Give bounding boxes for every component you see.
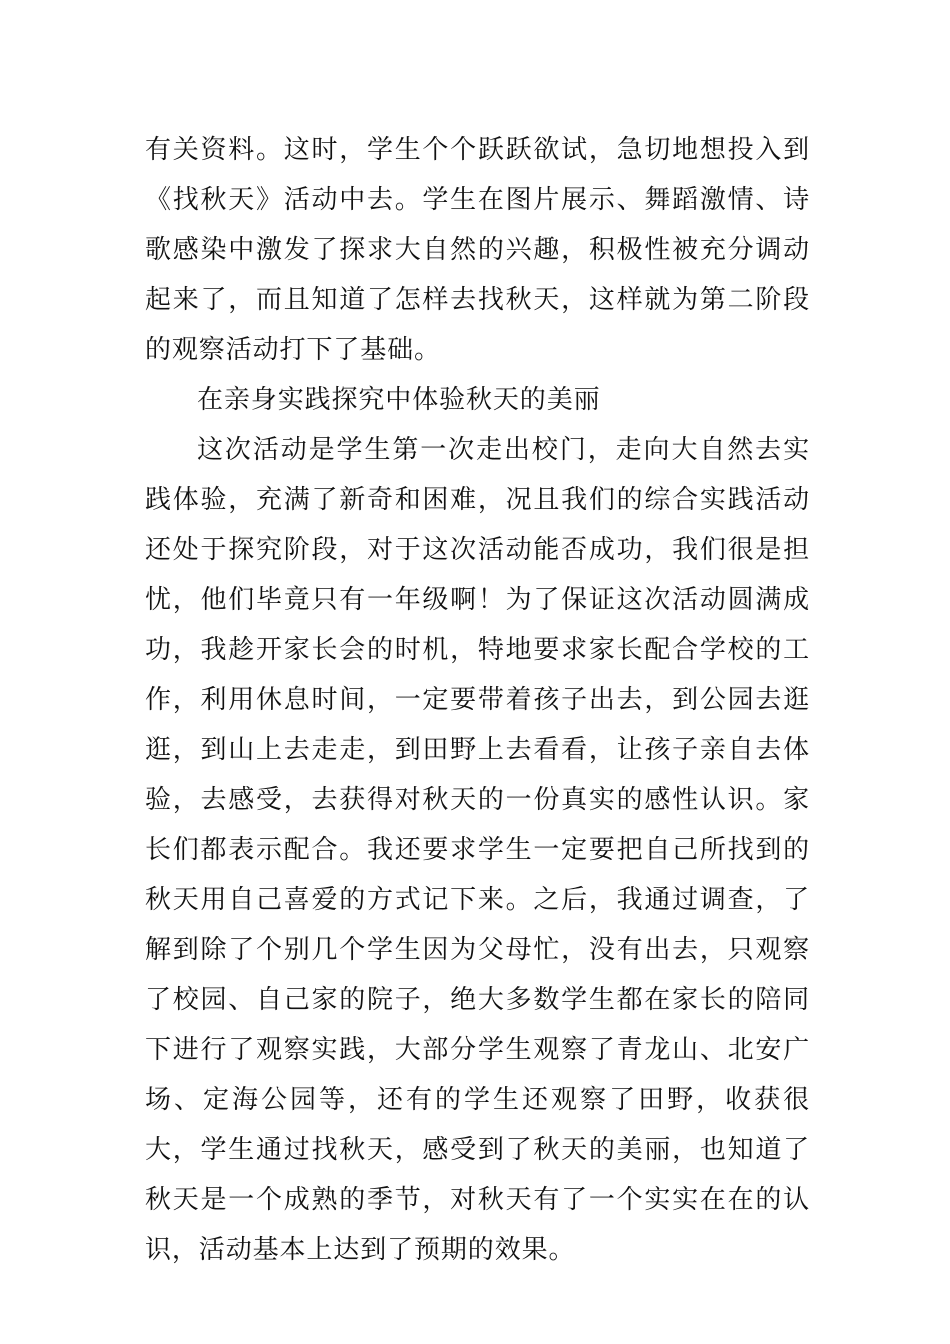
paragraph-body: 这次活动是学生第一次走出校门，走向大自然去实践体验，充满了新奇和困难，况且我们的综合实践活动还处于探究阶段，对于这次活动能否成功，我们很是担忧，他们毕竟只有一年级啊！为了保证这次活动圆满成功，我趁开家长会的时机，特地要求家长配合学校的工作，利用休息时间，一定要带着孩子出去，到公园去逛逛，到山上去走走，到田野上去看看，让孩子亲自去体验，去感受，去获得对秋天的一份真实的感性认识。家长们都表示配合。我还要求学生一定要把自己所找到的秋天用自己喜爱的方式记下来。之后，我通过调查，了解到除了个别几个学生因为父母忙，没有出去，只观察了校园、自己家的院子，绝大多数学生都在家长的陪同下进行了观察实践，大部分学生观察了青龙山、北安广场、定海公园等，还有的学生还观察了田野，收获很大，学生通过找秋天，感受到了秋天的美丽，也知道了秋天是一个成熟的季节，对秋天有了一个实实在在的认识，活动基本上达到了预期的效果。 <box>145 435 810 1265</box>
paragraph-continued: 有关资料。这时，学生个个跃跃欲试，急切地想投入到《找秋天》活动中去。学生在图片展示、舞蹈激情、诗歌感染中激发了探求大自然的兴趣，积极性被充分调动起来了，而且知道了怎样去找秋天，这样就为第二阶段的观察活动打下了基础。 <box>145 135 810 365</box>
section-heading: 在亲身实践探究中体验秋天的美丽 <box>197 385 601 415</box>
document-body <box>145 125 810 1275</box>
